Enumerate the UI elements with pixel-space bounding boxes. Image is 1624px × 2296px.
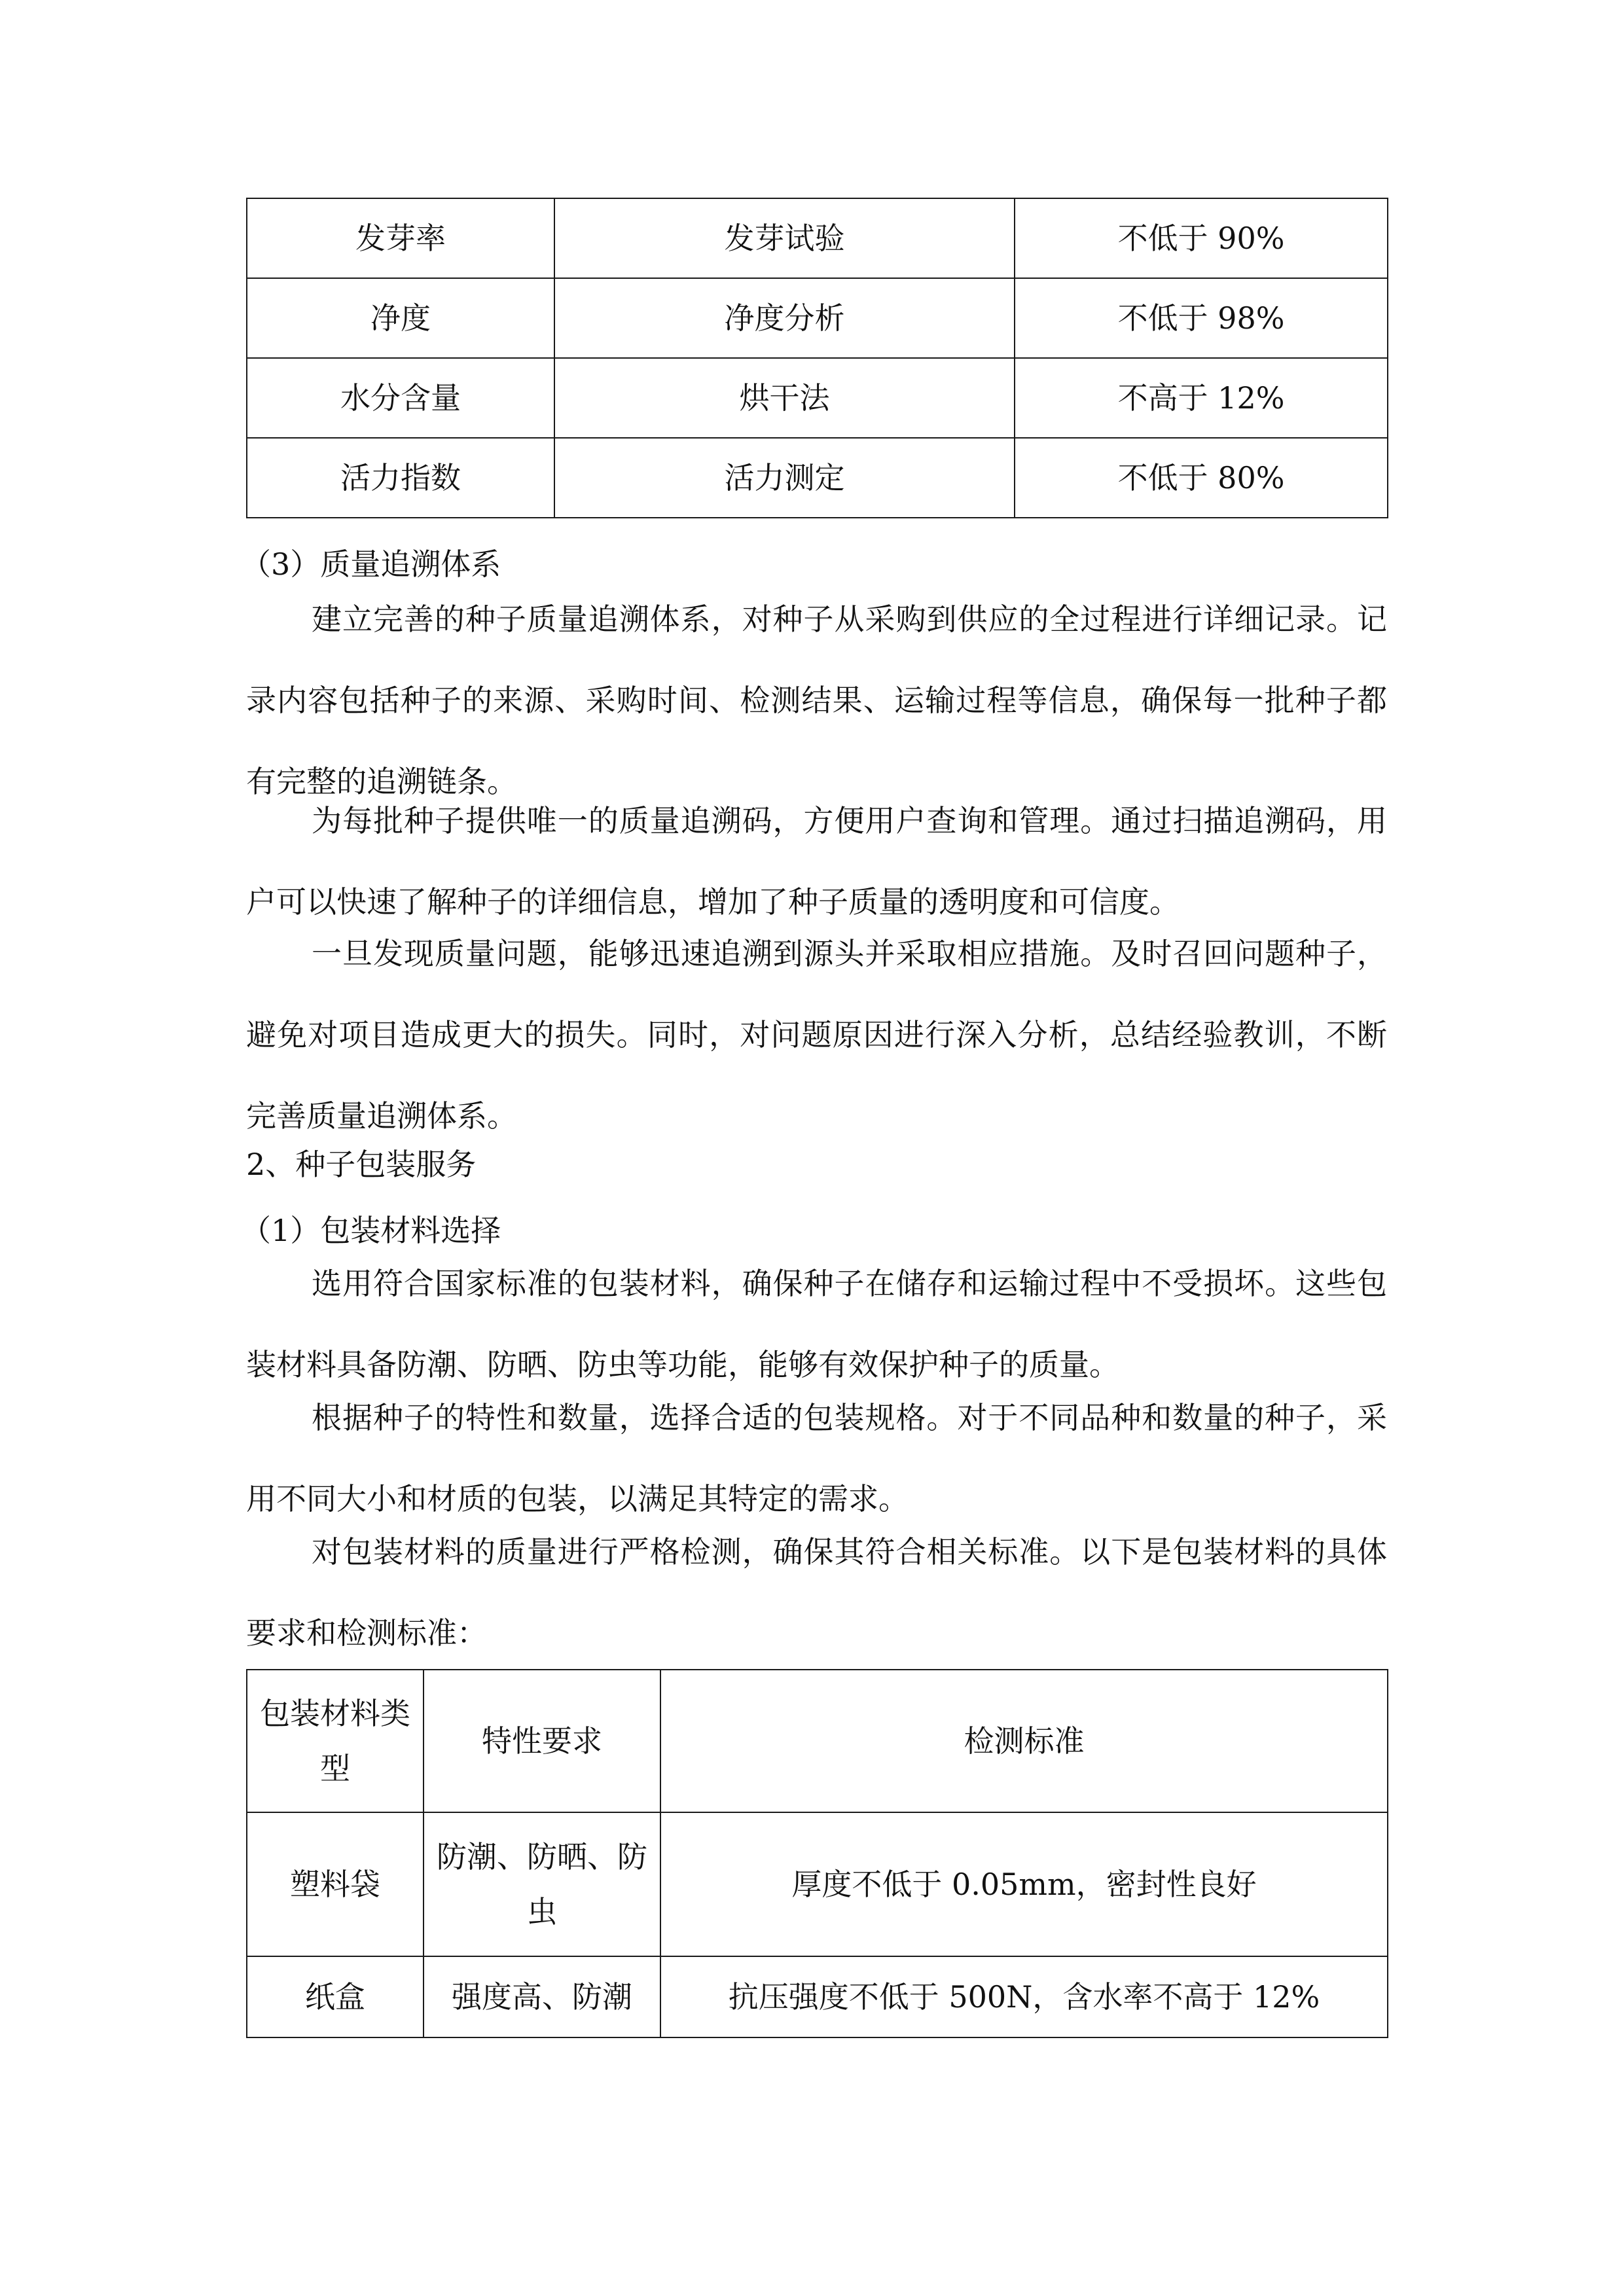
table-cell-method: 烘干法 [554, 358, 1015, 438]
table-cell-item: 活力指数 [247, 438, 554, 518]
table-cell-standard: 不低于 90% [1015, 198, 1388, 278]
table-cell-type: 塑料袋 [247, 1812, 424, 1956]
section-heading-traceability: （3）质量追溯体系 [241, 547, 501, 582]
paragraph: 为每批种子提供唯一的质量追溯码，方便用户查询和管理。通过扫描追溯码，用户可以快速了解种子的详细信息，增加了种子质量的透明度和可信度。 [246, 803, 1387, 920]
table-cell-type: 纸盒 [247, 1956, 424, 2037]
table-row [247, 358, 1388, 438]
header-type: 包装材料类型 [247, 1670, 424, 1812]
table-cell-standard: 不高于 12% [1015, 358, 1388, 438]
table-cell-requirement: 防潮、防晒、防虫 [424, 1812, 660, 1956]
table-cell-item: 发芽率 [247, 198, 554, 278]
table-cell-standard: 不低于 98% [1015, 278, 1388, 358]
table-row [247, 1812, 1388, 1956]
section-heading-packaging: 2、种子包装服务 [246, 1147, 477, 1182]
table-row [247, 1956, 1388, 2037]
paragraph: 选用符合国家标准的包装材料，确保种子在储存和运输过程中不受损坏。这些包装材料具备防潮、防晒、防虫等功能，能够有效保护种子的质量。 [246, 1266, 1387, 1382]
table-cell-standard: 不低于 80% [1015, 438, 1388, 518]
table-cell-method: 发芽试验 [554, 198, 1015, 278]
paragraph: 对包装材料的质量进行严格检测，确保其符合相关标准。以下是包装材料的具体要求和检测标准： [246, 1534, 1387, 1651]
table-cell-standard: 厚度不低于 0.05mm，密封性良好 [660, 1812, 1388, 1956]
packaging-material-table [246, 1669, 1388, 2038]
table-row [247, 278, 1388, 358]
paragraph: 一旦发现质量问题，能够迅速追溯到源头并采取相应措施。及时召回问题种子，避免对项目造成更大的损失。同时，对问题原因进行深入分析，总结经验教训，不断完善质量追溯体系。 [246, 936, 1387, 1134]
subsection-heading-materials: （1）包装材料选择 [241, 1213, 501, 1248]
seed-quality-table [246, 198, 1388, 518]
table-cell-standard: 抗压强度不低于 500N，含水率不高于 12% [660, 1956, 1388, 2037]
header-standard: 检测标准 [660, 1670, 1388, 1812]
paragraph: 建立完善的种子质量追溯体系，对种子从采购到供应的全过程进行详细记录。记录内容包括种子的来源、采购时间、检测结果、运输过程等信息，确保每一批种子都有完整的追溯链条。 [246, 601, 1387, 799]
table-row [247, 438, 1388, 518]
paragraph: 根据种子的特性和数量，选择合适的包装规格。对于不同品种和数量的种子，采用不同大小和材质的包装，以满足其特定的需求。 [246, 1400, 1387, 1516]
table-cell-item: 水分含量 [247, 358, 554, 438]
table-cell-method: 活力测定 [554, 438, 1015, 518]
table-cell-requirement: 强度高、防潮 [424, 1956, 660, 2037]
table-cell-method: 净度分析 [554, 278, 1015, 358]
table-row [247, 198, 1388, 278]
table-header-row [247, 1670, 1388, 1812]
header-requirement: 特性要求 [424, 1670, 660, 1812]
table-cell-item: 净度 [247, 278, 554, 358]
